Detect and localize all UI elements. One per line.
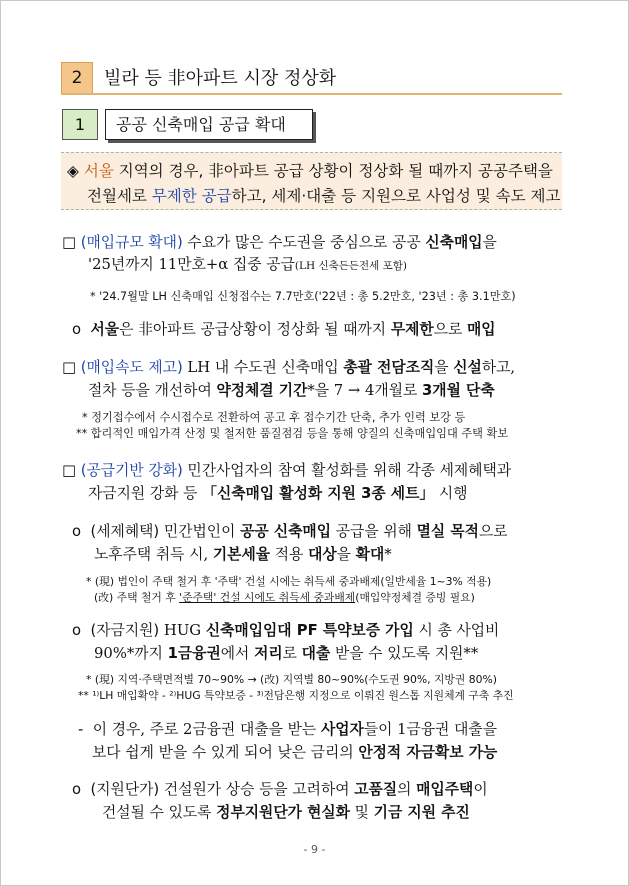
p3-tag: (공급기반 강화)	[80, 462, 183, 479]
checkbox-square-icon: □	[62, 234, 76, 251]
p3o1-bold-2f: 확대	[355, 546, 385, 563]
p3-tax-note-2	[94, 590, 475, 605]
p2-note-2: ** 합리적인 매입가격 산정 및 철저한 품질점검 등을 통해 양질의 신축매입임대 주택 확보	[76, 427, 509, 440]
p3o1-text-2e: 을	[336, 546, 356, 563]
summary-text-2a: 전월세로	[87, 187, 152, 205]
page-number: - 9 -	[303, 843, 326, 856]
p3o1-bold-2d: 대상	[308, 546, 337, 563]
p2-text-2c: *을 7 → 4개월로	[307, 382, 423, 399]
p3d-bold-b: 사업자	[320, 721, 364, 738]
p1o-text: 은 非아파트 공급상황이 정상화 될 때까지	[119, 321, 391, 338]
p1-bold: 신축매입	[425, 234, 483, 251]
p1-line-2	[88, 253, 407, 274]
p3d-text-2a: 보다 쉽게 받을 수 있게 되어 낮은 금리의	[92, 744, 359, 761]
p2-tag: (매입속도 제고)	[80, 359, 183, 376]
diamond-marker-icon: ◈	[67, 162, 79, 180]
p3o1-bold-b: 공공 신축매입	[240, 523, 332, 540]
summary-text-1: 지역의 경우, 非아파트 공급 상황이 정상화 될 때까지 공공주택을	[113, 162, 553, 180]
p3-tax-note-1: * (現) 법인이 주택 철거 후 '주택' 건설 시에는 취득세 중과배제(일반세율 1~3% 적용)	[86, 575, 492, 588]
checkbox-square-icon: □	[62, 359, 76, 376]
p1-text: 수요가 많은 수도권을 중심으로 공공	[182, 234, 426, 251]
p1o-seoul: 서울	[90, 321, 120, 338]
p3d-text-a: 이 경우, 주로 2금융권 대출을 받는	[92, 721, 321, 738]
p3o2-bold-2f: 대출	[301, 645, 331, 662]
dash-marker: -	[78, 721, 84, 738]
p2-note-1: * 정기접수에서 수시접수로 전환하여 공고 후 접수기간 단축, 추가 인력 보강 등	[82, 411, 466, 424]
p3o1-text-c: 공급을 위해	[331, 523, 417, 540]
p3-line-2	[88, 482, 468, 503]
bullet-circle-icon: ο	[72, 781, 82, 798]
p1o-unlimited: 무제한	[390, 321, 434, 338]
p3o3-text-c: 의	[397, 781, 417, 798]
checkbox-square-icon: □	[62, 462, 76, 479]
p1-note: * '24.7월말 LH 신축매입 신청접수는 7.7만호('22년 : 총 5.2만호, '23년 : 총 3.1만호)	[90, 290, 516, 303]
bullet-circle-icon: ο	[72, 622, 82, 639]
p3-tax-line-1	[72, 520, 508, 541]
p1o-purchase: 매입	[467, 321, 496, 338]
p2-text-e: 하고,	[481, 359, 516, 376]
bullet-circle-icon: ο	[72, 321, 82, 338]
p3o3-bold-2b: 정부지원단가 현실화	[216, 804, 350, 821]
p3o1-text-e: 으로	[478, 523, 508, 540]
p3o3-bold-b: 고품질	[354, 781, 398, 798]
p2-text-a: LH 내 수도권 신축매입	[182, 359, 344, 376]
p3o1-text-a: 민간법인이	[159, 523, 241, 540]
p3o1-n2a: (改) 주택 철거 후	[94, 591, 180, 604]
p3o2-tag: (자금지원)	[90, 622, 160, 639]
p1-goal: '25년까지 11만호+α 집중 공급	[88, 256, 295, 273]
p3-text-a: 민간사업자의 참여 활성화를 위해 각종 세제혜택과	[182, 462, 512, 479]
p3-fund-line-2	[94, 642, 478, 663]
section-title: 빌라 등 非아파트 시장 정상화	[104, 68, 337, 89]
p1-tag: (매입규모 확대)	[80, 234, 183, 251]
p3o1-n2c: (매입약정체결 증빙 필요)	[355, 591, 475, 604]
p3-fund-line-1	[72, 619, 499, 640]
subsection-number: 1	[62, 109, 98, 140]
p3o3-text-e: 이	[473, 781, 488, 798]
p3-tax-line-2	[94, 543, 392, 564]
p3o1-star: *	[384, 546, 392, 563]
subsection-title: 공공 신축매입 공급 확대	[105, 109, 313, 140]
bullet-circle-icon: ο	[72, 523, 82, 540]
p3o3-text-2a: 건설될 수 있도록	[102, 804, 217, 821]
p3o3-bold-2d: 기금 지원 추진	[373, 804, 470, 821]
p2-line-1	[62, 356, 515, 377]
p2-bold-2b: 약정체결 기간	[216, 382, 308, 399]
summary-line-2	[87, 184, 560, 206]
p3o1-n2b: '준주택' 건설 시에도 취득세 중과배제	[179, 591, 356, 604]
p3-three-set: 「신축매입 활성화 지원 3종 세트」	[202, 485, 435, 502]
summary-text-2c: 하고, 세제·대출 등 지원으로 사업성 및 속도 제고	[231, 187, 561, 205]
p2-bold-d: 신설	[453, 359, 482, 376]
p3o2-text-2c: 에서	[220, 645, 255, 662]
p3o3-bold-d: 매입주택	[416, 781, 474, 798]
p3-text-2c: 시행	[434, 485, 468, 502]
p3-dash-line-1	[78, 718, 497, 739]
section-underline	[61, 93, 562, 95]
p3o1-text-2a: 노후주택 취득 시,	[94, 546, 213, 563]
p3-fund-note-1: * (現) 지역·주택면적별 70~90% → (改) 지역별 80~90%(수도권 90%, 지방권 80%)	[86, 673, 497, 686]
p3o2-text-c: 시 총 사업비	[413, 622, 500, 639]
summary-unlimited: 무제한 공급	[151, 187, 232, 205]
p3o2-bold-b: 신축매입임대 PF 특약보증 가입	[205, 622, 414, 639]
section-number: 2	[61, 62, 93, 94]
p3o1-bold-2b: 기본세율	[212, 546, 271, 563]
p2-text-2a: 절차 등을 개선하여	[88, 382, 217, 399]
p3o3-tag: (지원단가)	[90, 781, 160, 798]
p3o2-text-2a: 90%*까지	[94, 645, 168, 662]
summary-box	[61, 152, 562, 210]
summary-line-1	[67, 159, 553, 181]
p2-bold-2d: 3개월 단축	[422, 382, 495, 399]
p1-text-c: 을	[482, 234, 497, 251]
p3o1-text-2c: 적용	[270, 546, 309, 563]
p3-price-line-1	[72, 778, 488, 799]
p3o2-bold-2b: 1금융권	[167, 645, 221, 662]
p3o2-bold-2d: 저리	[254, 645, 283, 662]
p3d-bold-2b: 안정적 자금확보 가능	[358, 744, 498, 761]
p3o1-tag: (세제혜택)	[90, 523, 160, 540]
p3-line-1	[62, 459, 511, 480]
p1o-text-d: 으로	[433, 321, 467, 338]
p3o2-text-2g: 받을 수 있도록 지원**	[330, 645, 479, 662]
p1-bullet-line	[72, 318, 496, 339]
p2-bold-a: 총괄 전담조직	[343, 359, 435, 376]
p3-dash-line-2	[92, 741, 497, 762]
p3o3-text-2c: 및	[349, 804, 374, 821]
p3-fund-note-2: ** ¹⁾LH 매입확약 - ²⁾HUG 특약보증 - ³⁾전담은행 지정으로 이뤄진 원스톱 지원체계 구축 추진	[78, 689, 514, 702]
p2-text-c: 을	[434, 359, 454, 376]
p3-price-line-2	[102, 801, 470, 822]
p1-goal-sub: (LH 신축든든전세 포함)	[294, 260, 408, 272]
p3-text-2a: 자금지원 강화 등	[88, 485, 203, 502]
p3o3-text-a: 건설원가 상승 등을 고려하여	[159, 781, 355, 798]
p3d-text-c: 들이 1금융권 대출을	[363, 721, 498, 738]
p2-line-2	[88, 379, 495, 400]
p3o2-text-2e: 로	[282, 645, 302, 662]
p1-line-1	[62, 231, 497, 252]
summary-seoul: 서울	[83, 162, 114, 180]
p3o1-bold-d: 멸실 목적	[416, 523, 479, 540]
p3o2-text-a: HUG	[159, 622, 206, 639]
